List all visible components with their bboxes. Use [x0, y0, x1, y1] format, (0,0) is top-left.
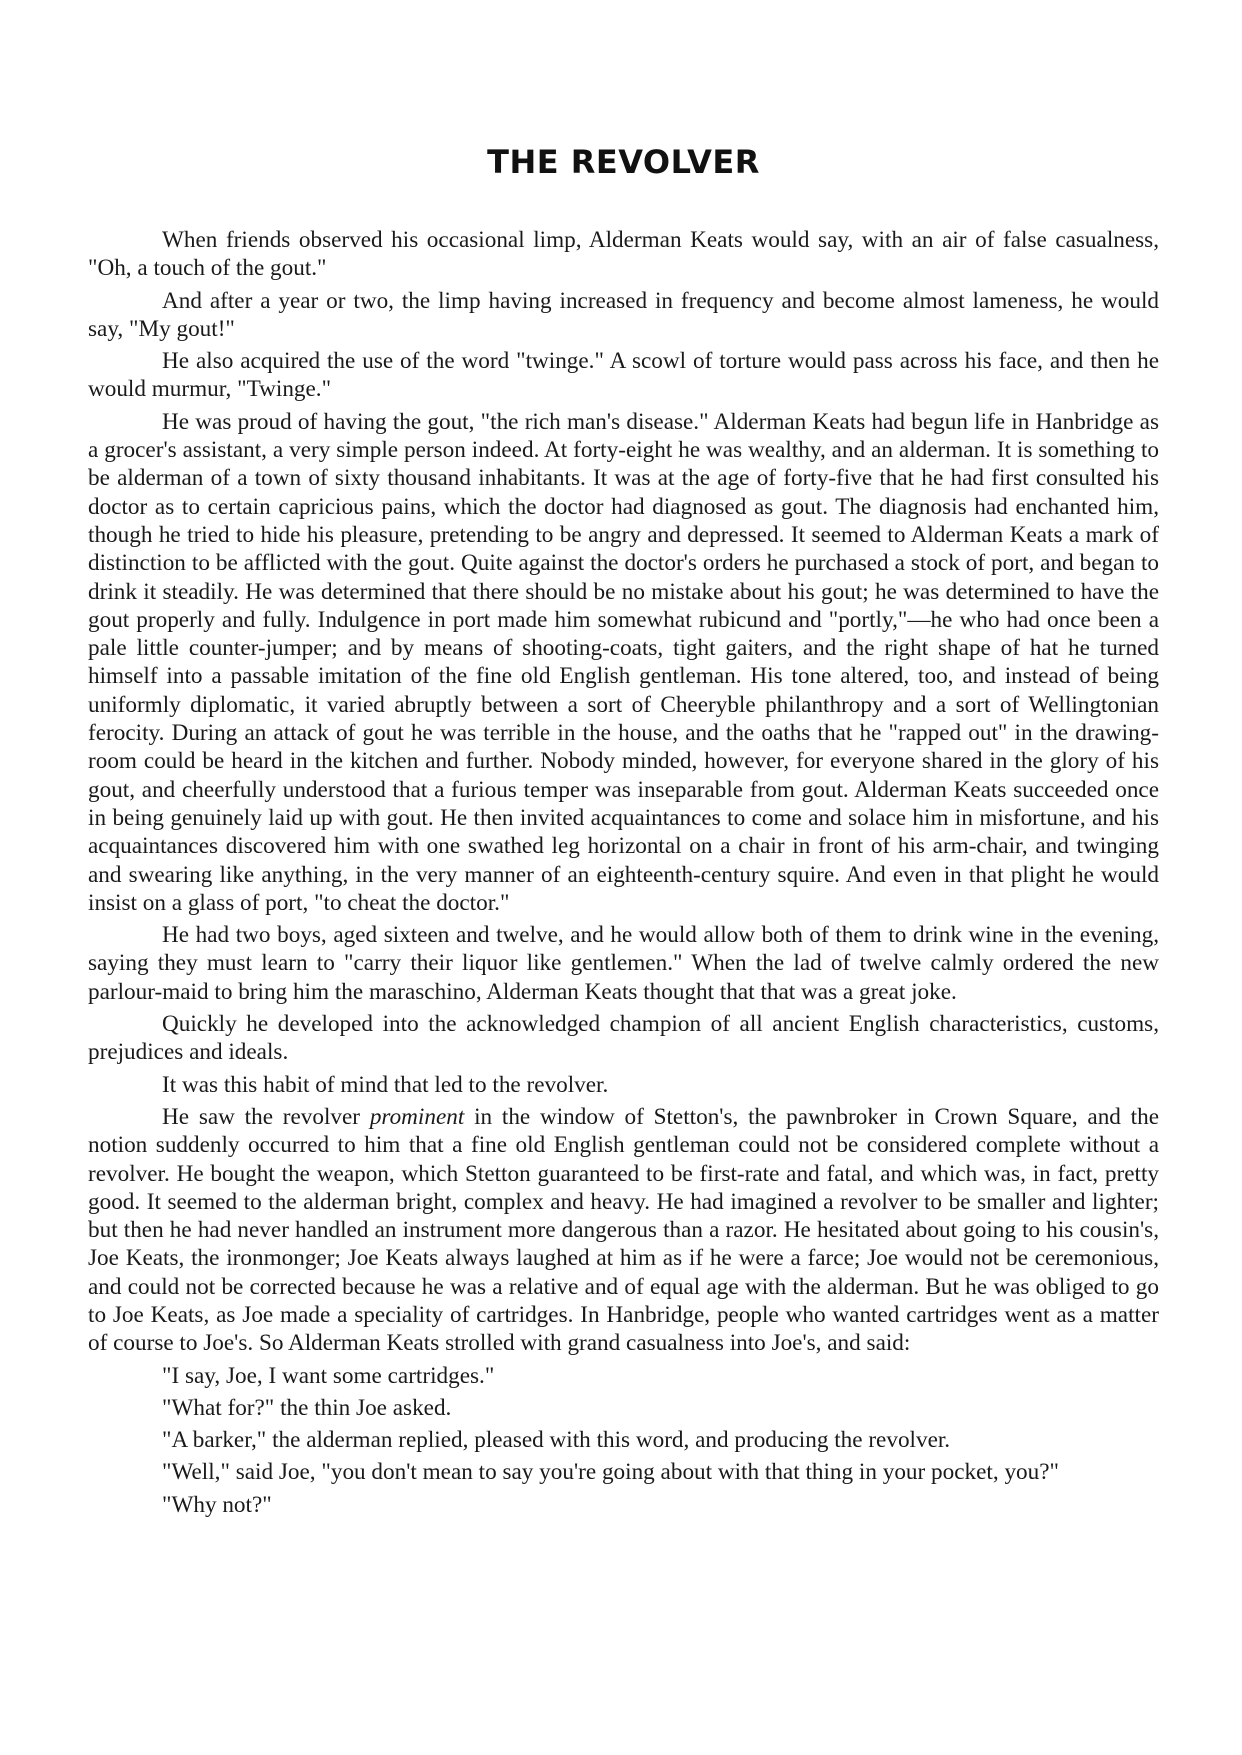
paragraph: "A barker," the alderman replied, pleased with this word, and producing the revolver.: [162, 1427, 951, 1454]
paragraph: "Well," said Joe, "you don't mean to say you're going about with that thing in your pocket, you?": [162, 1459, 1059, 1486]
paragraph: And after a year or two, the limp having increased in frequency and become almost lameness, he would say, "My gout!": [88, 287, 1159, 342]
paragraph: It was this habit of mind that led to the revolver.: [162, 1071, 609, 1098]
paragraph: "Why not?": [162, 1491, 272, 1518]
document-page: [88, 0, 1159, 1523]
page-title: THE REVOLVER: [487, 143, 760, 181]
paragraph: When friends observed his occasional limp, Alderman Keats would say, with an air of false casualness, "Oh, a touch of the gout.": [88, 227, 1159, 282]
paragraph-text-before: He saw the revolver: [162, 1103, 370, 1130]
italic-emphasis: prominent: [369, 1103, 465, 1130]
paragraph: He was proud of having the gout, "the rich man's disease." Alderman Keats had begun life in Hanbridge as a grocer's assistant, a very simple person indeed. At forty-eight he was wealthy, and an alderman. It is something to be alderman of a town of sixty thousand inhabitants. It was at the age of forty-five that he had first consulted his doctor as to certain capricious pains, which the doctor had diagnosed as gout. The diagnosis had enchanted him, though he tried to hide his pleasure, pretending to be angry and depressed. It seemed to Alderman Keats a mark of distinction to be afflicted with the gout. Quite against the doctor's orders he purchased a stock of port, and began to drink it steadily. He was determined that there should be no mistake about his gout; he was determined to have the gout properly and fully. Indulgence in port made him somewhat rubicund and "portly,"—he who had once been a pale little counter-jumper; and by means of shooting-coats, tight gaiters, and the right shape of hat he turned himself into a passable imitation of the fine old English gentleman. His tone altered, too, and instead of being uniformly diplomatic, it varied abruptly between a sort of Cheeryble philanthropy and a sort of Wellingtonian ferocity. During an attack of gout he was terrible in the house, and the oaths that he "rapped out" in the drawing-room could be heard in the kitchen and further. Nobody minded, however, for everyone shared in the glory of his gout, and cheerfully understood that a furious temper was inseparable from gout. Alderman Keats succeeded once in being genuinely laid up with gout. He then invited acquaintances to come and solace him in misfortune, and his acquaintances discovered him with one swathed leg horizontal on a chair in front of his arm-chair, and twinging and swearing like anything, in the very manner of an eighteenth-century squire. And even in that plight he would insist on a glass of port, "to cheat the doctor.": [88, 408, 1159, 916]
paragraph: He had two boys, aged sixteen and twelve, and he would allow both of them to drink wine in the evening, saying they must learn to "carry their liquor like gentlemen." When the lad of twelve calmly ordered the new parlour-maid to bring him the maraschino, Alderman Keats thought that that was a great joke.: [88, 922, 1159, 1005]
paragraph: [88, 1103, 1159, 1358]
paragraph: "I say, Joe, I want some cartridges.": [162, 1362, 495, 1389]
paragraph: "What for?" the thin Joe asked.: [162, 1394, 452, 1421]
paragraph-text-after: in the window of Stetton's, the pawnbroker in Crown Square, and the notion suddenly occurred to him that a fine old English gentleman could not be considered complete without a revolver. He bought the weapon, which Stetton guaranteed to be first-rate and fatal, and which was, in fact, pretty good. It seemed to the alderman bright, complex and heavy. He had imagined a revolver to be smaller and lighter; but then he had never handled an instrument more dangerous than a razor. He hesitated about going to his cousin's, Joe Keats, the ironmonger; Joe Keats always laughed at him as if he were a farce; Joe would not be ceremonious, and could not be corrected because he was a relative and of equal age with the alderman. But he was obliged to go to Joe Keats, as Joe made a speciality of cartridges. In Hanbridge, people who wanted cartridges went as a matter of course to Joe's. So Alderman Keats strolled with grand casualness into Joe's, and said:: [88, 1103, 1159, 1357]
paragraph: Quickly he developed into the acknowledged champion of all ancient English characteristics, customs, prejudices and ideals.: [88, 1011, 1159, 1066]
story-body: [88, 226, 1159, 1519]
paragraph: He also acquired the use of the word "twinge." A scowl of torture would pass across his face, and then he would murmur, "Twinge.": [88, 348, 1159, 403]
